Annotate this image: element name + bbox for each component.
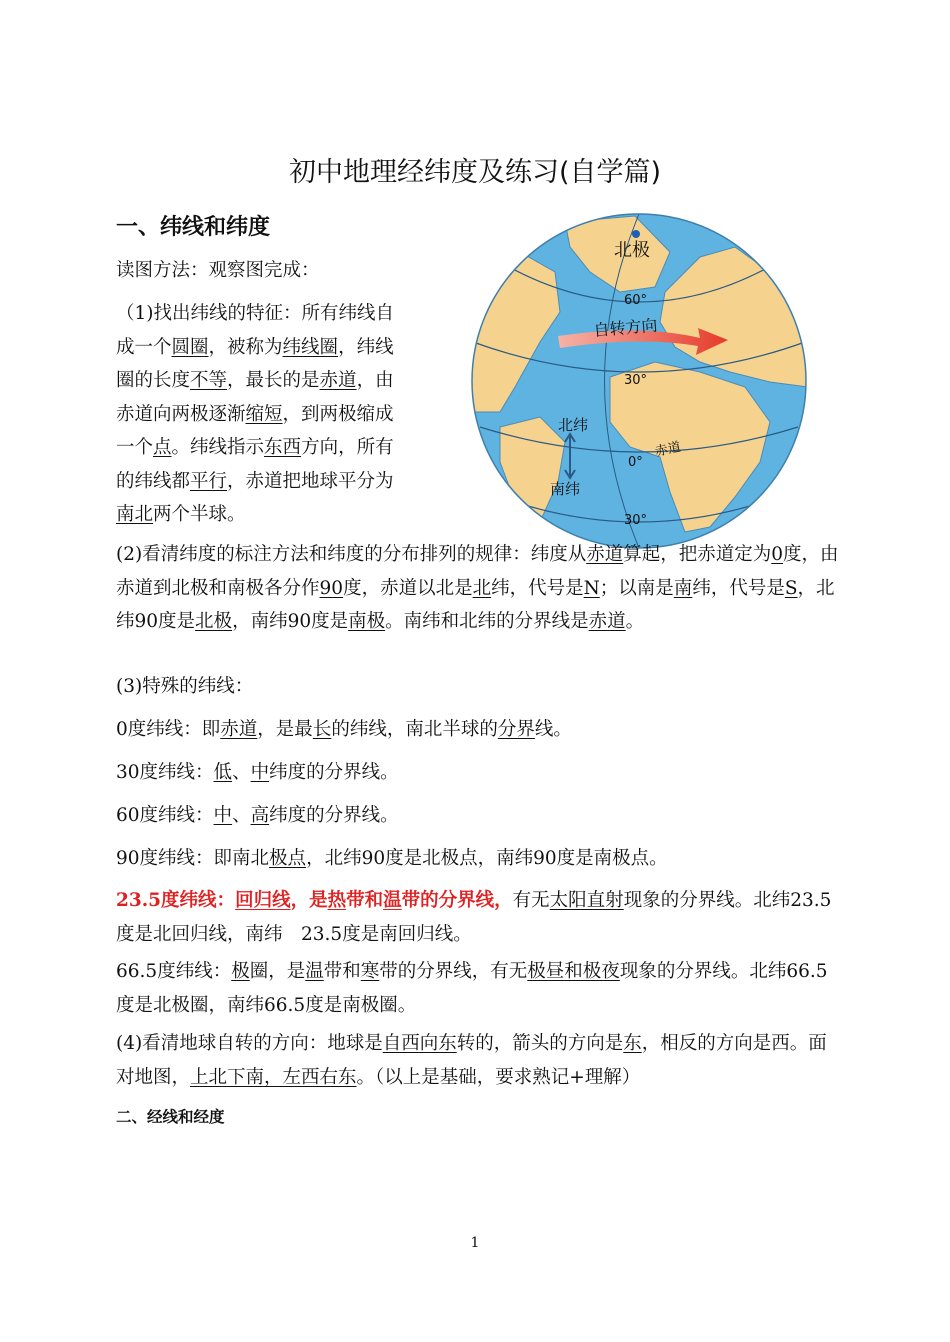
globe-diagram — [470, 212, 808, 550]
paragraph-1: （1)找出纬线的特征：所有纬线自成一个圆圈，被称为纬线圈，纬线圈的长度不等，最长的是赤道，由赤道向两极逐渐缩短，到两极缩成一个点。纬线指示东西方向，所有的纬线都平行，赤道把地球平分为南北两个半球。 — [116, 303, 394, 525]
north-pole-dot — [632, 230, 640, 238]
reading-method: 读图方法：观察图完成： — [116, 260, 320, 281]
label-60: 60° — [624, 293, 648, 308]
special-parallels-heading: (3)特殊的纬线： — [116, 676, 254, 697]
label-30s: 30° — [624, 513, 648, 528]
south-latitude-label: 南纬 — [550, 480, 581, 498]
parallel-23-5-line: 23.5度纬线：回归线，是热带和温带的分界线，有无太阳直射现象的分界线。北纬23.5度是北回归线，南纬 23.5度是南回归线。 — [116, 890, 832, 945]
parallel-0-line: 0度纬线：即赤道，是最长的纬线，南北半球的分界线。 — [116, 719, 572, 740]
equator-label: 赤道 — [653, 439, 683, 460]
paragraph-4: (4)看清地球自转的方向：地球是自西向东转的，箭头的方向是东，相反的方向是西。面对地图，上北下南，左西右东。（以上是基础，要求熟记+理解） — [116, 1033, 827, 1088]
paragraph-2: (2)看清纬度的标注方法和纬度的分布排列的规律：纬度从赤道算起，把赤道定为0度，由赤道到北极和南极各分作90度，赤道以北是北纬，代号是N；以南是南纬，代号是S，北纬90度是北极，南纬90度是南极。南纬和北纬的分界线是赤道。 — [116, 544, 839, 632]
section1-heading: 一、纬线和纬度 — [116, 215, 271, 240]
parallel-90-line: 90度纬线：即南北极点，北纬90度是北极点，南纬90度是南极点。 — [116, 848, 668, 869]
north-pole-label: 北极 — [614, 240, 650, 261]
parallel-66-5-line: 66.5度纬线：极圈，是温带和寒带的分界线，有无极昼和极夜现象的分界线。北纬66.5度是北极圈，南纬66.5度是南极圈。 — [116, 961, 828, 1016]
page-number: 1 — [470, 1235, 480, 1251]
page-title: 初中地理经纬度及练习(自学篇) — [288, 157, 662, 188]
section2-heading: 二、经线和经度 — [116, 1107, 225, 1126]
parallel-60-line: 60度纬线：中、高纬度的分界线。 — [116, 805, 399, 826]
label-30n: 30° — [624, 373, 648, 388]
rotation-label: 自转方向 — [592, 315, 659, 340]
parallel-30-line: 30度纬线：低、中纬度的分界线。 — [116, 762, 399, 783]
north-latitude-label: 北纬 — [558, 416, 589, 434]
label-0: 0° — [628, 455, 643, 470]
